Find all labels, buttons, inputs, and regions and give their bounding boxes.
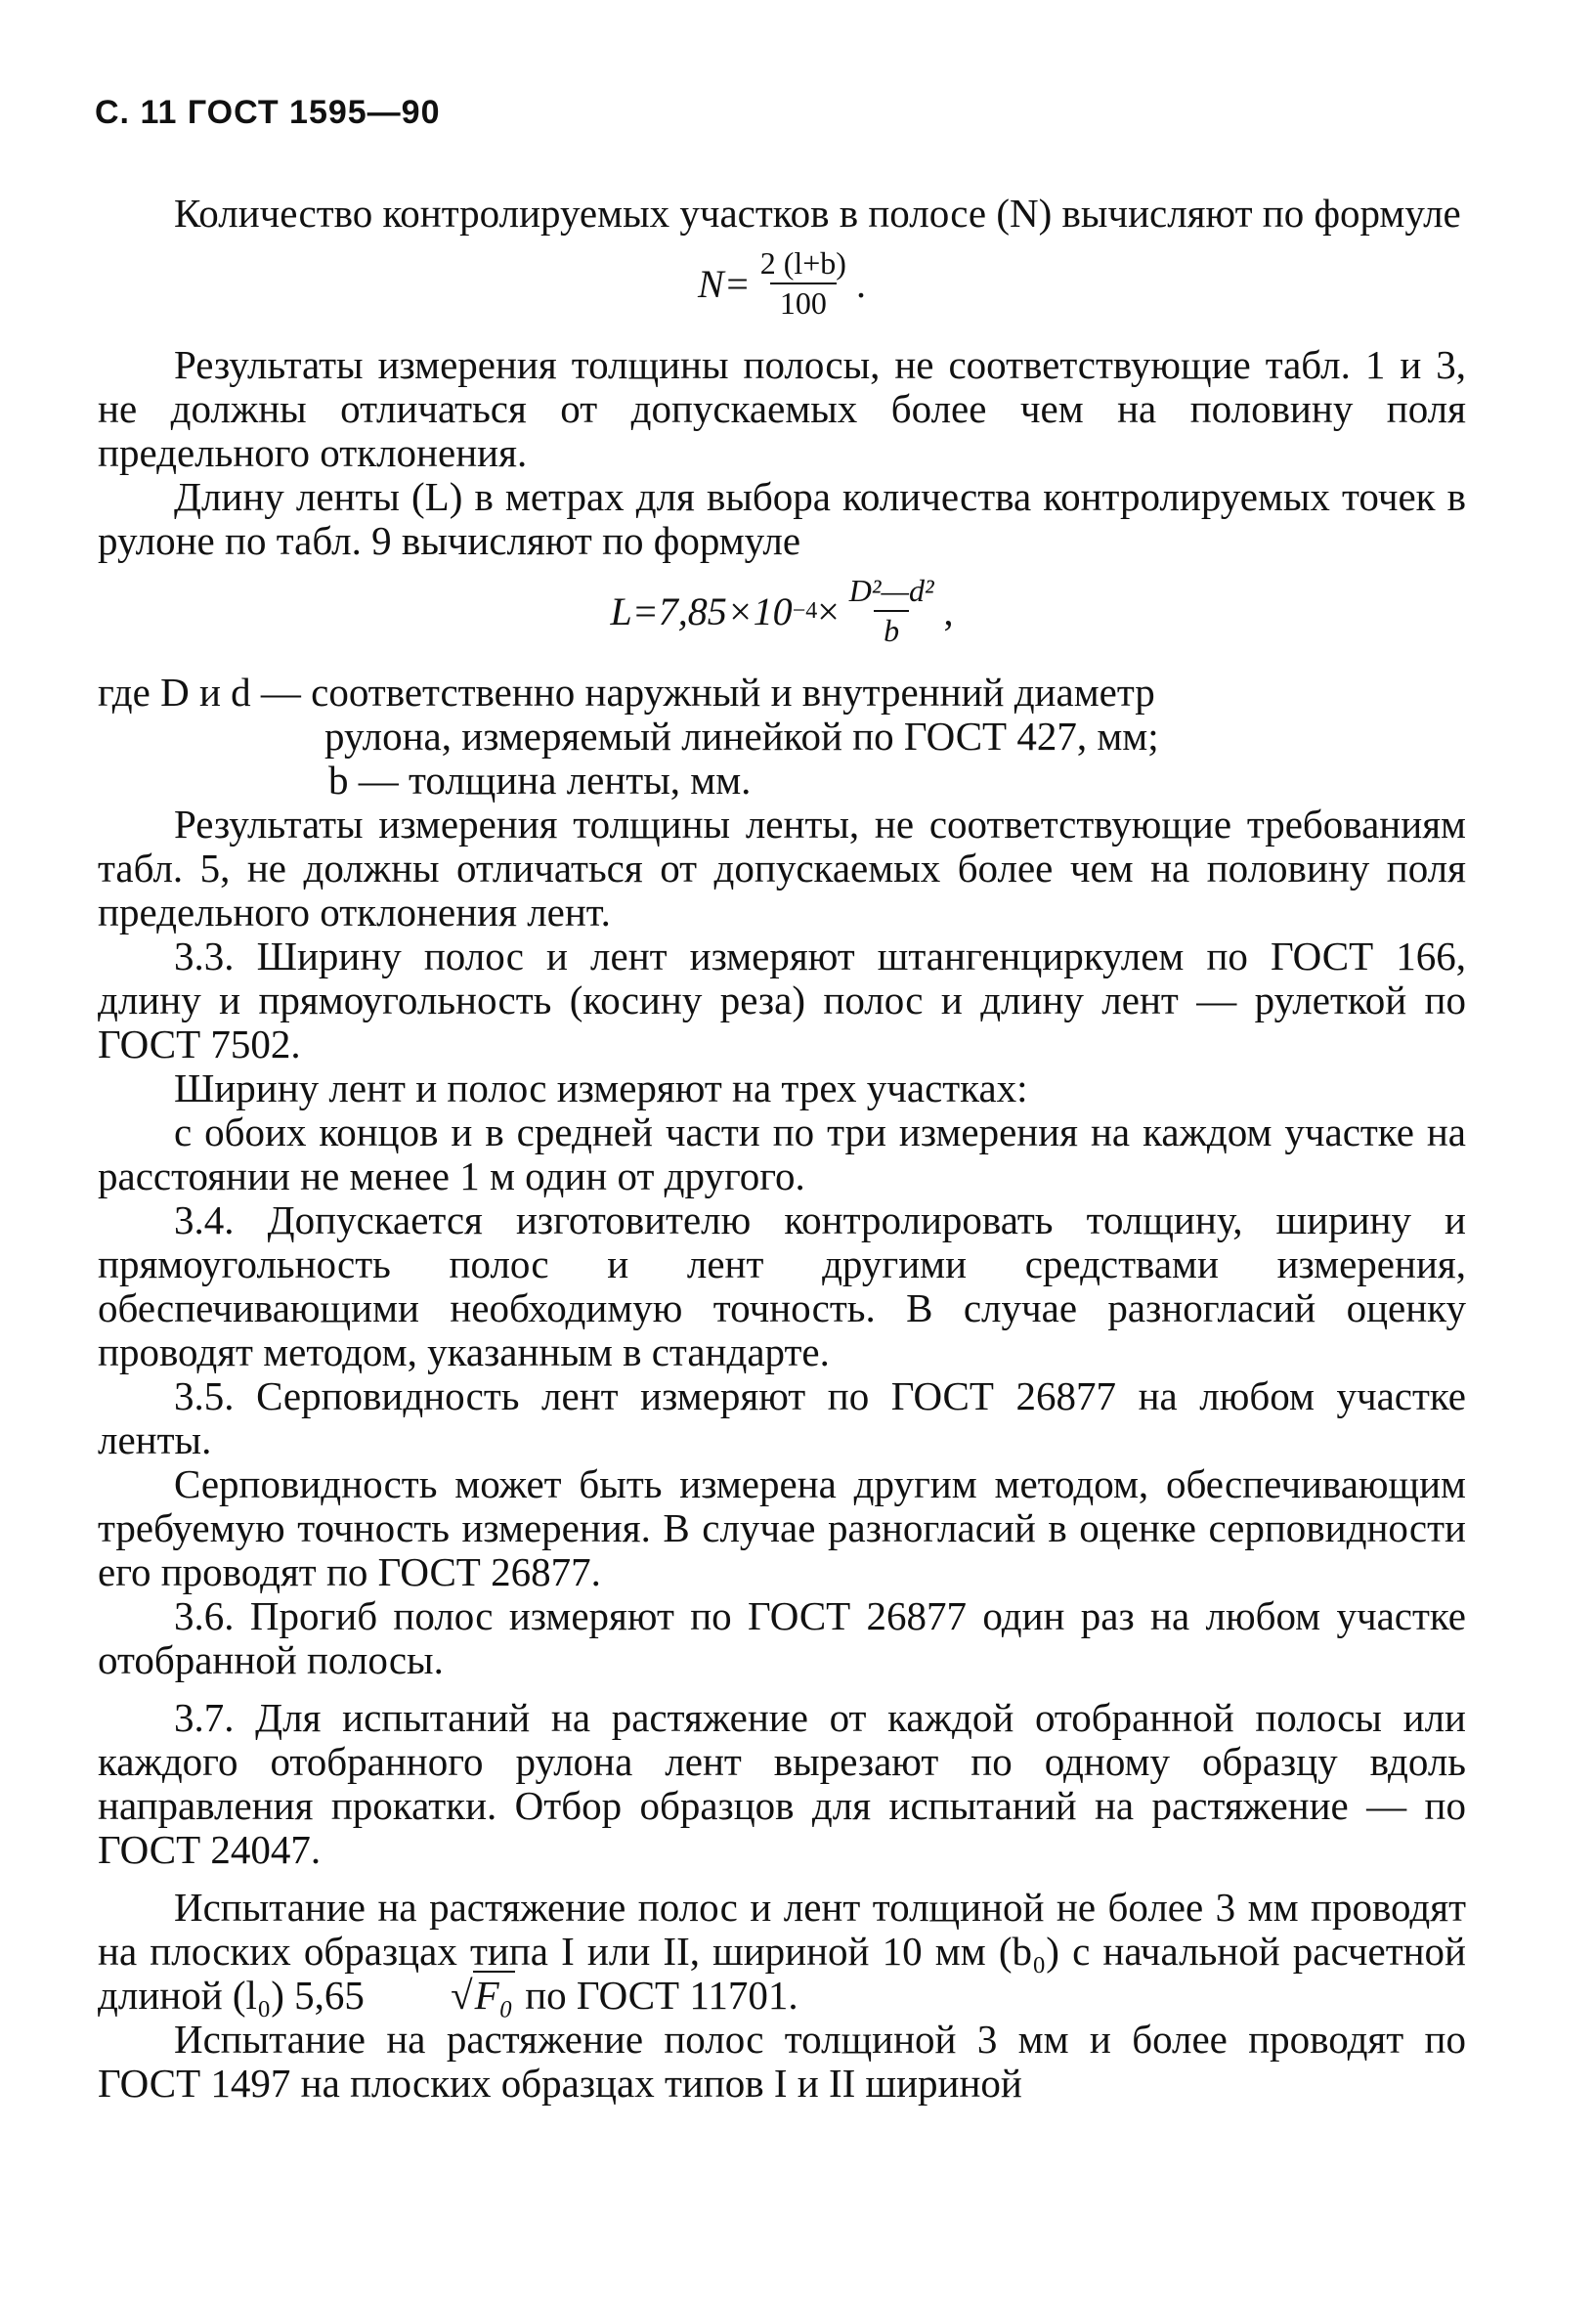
paragraph: Результаты измерения толщины ленты, не соответствующие требованиям табл. 5, не должны отличаться от допускаемых более чем на половину поля предельного отклонения лент.	[98, 802, 1466, 935]
legend-line: рулона, измеряемый линейкой по ГОСТ 427, мм;	[324, 714, 1159, 759]
formula-tail: .	[855, 261, 866, 306]
paragraph: Ширину лент и полос измеряют на трех участках:	[174, 1065, 1028, 1110]
document-body	[98, 192, 1466, 2106]
paragraph: 3.7. Для испытаний на растяжение от каждой отобранной полосы или каждого отобранного рулона лент вырезают по одному образцу вдоль направления прокатки. Отбор образцов для испытаний на растяжение — по ГОСТ 24047.	[98, 1695, 1466, 1872]
formula-exponent: −4	[792, 597, 818, 624]
paragraph-text: по ГОСТ 11701.	[525, 1973, 798, 2018]
fraction-denominator: 100	[770, 283, 837, 322]
fraction-numerator: 2 (l+b)	[759, 245, 846, 281]
formula-times: ×	[817, 588, 840, 633]
formula-l	[98, 573, 1466, 649]
paragraph-text: Испытание на растяжение полос и лент толщиной не более 3 мм проводят на плоских образцах типа I или II, шириной 10 мм (b₀) с начальной расчетной длиной (l₀) 5,65	[98, 1885, 1466, 2018]
paragraph: Длину ленты (L) в метрах для выбора количества контролируемых точек в рулоне по табл. 9 вычисляют по формуле	[98, 474, 1466, 563]
formula-n	[98, 245, 1466, 322]
legend-line: где D и d — соответственно наружный и внутренний диаметр	[98, 670, 1155, 715]
fraction-denominator: b	[874, 610, 909, 649]
paragraph: 3.6. Прогиб полос измеряют по ГОСТ 26877 один раз на любом участке отобранной полосы.	[98, 1593, 1466, 1682]
sqrt-radicand: F₀	[474, 1973, 513, 2018]
formula-lhs: L=7,85×10	[610, 588, 793, 633]
fraction-numerator: D²—d²	[848, 573, 934, 608]
fraction	[755, 245, 852, 322]
formula-tail: ,	[943, 588, 954, 633]
paragraph: Серповидность может быть измерена другим методом, обеспечивающим требуемую точность измерения. В случае разногласий в оценке серповидности его проводят по ГОСТ 26877.	[98, 1461, 1466, 1594]
paragraph: 3.3. Ширину полос и лент измеряют штангенциркулем по ГОСТ 166, длину и прямоугольность (косину реза) полос и длину лент — рулеткой по ГОСТ 7502.	[98, 934, 1466, 1066]
formula-legend	[98, 671, 1466, 803]
legend-line: b — толщина ленты, мм.	[328, 758, 752, 803]
paragraph: Количество контролируемых участков в полосе (N) вычисляют по формуле	[174, 191, 1461, 236]
paragraph: с обоих концов и в средней части по три измерения на каждом участке на расстоянии не менее 1 м один от другого.	[98, 1109, 1466, 1198]
paragraph	[98, 1886, 1466, 2018]
page-header: С. 11 ГОСТ 1595—90	[95, 94, 441, 131]
paragraph: Результаты измерения толщины полосы, не соответствующие табл. 1 и 3, не должны отличаться от допускаемых более чем на половину поля предельного отклонения.	[98, 342, 1466, 475]
paragraph: 3.5. Серповидность лент измеряют по ГОСТ 26877 на любом участке ленты.	[98, 1373, 1466, 1462]
fraction	[843, 573, 940, 649]
paragraph: Испытание на растяжение полос толщиной 3 мм и более проводят по ГОСТ 1497 на плоских образцах типов I и II шириной	[98, 2017, 1466, 2106]
formula-lhs: N=	[698, 261, 751, 306]
paragraph: 3.4. Допускается изготовителю контролировать толщину, ширину и прямоугольность полос и лент другими средствами измерения, обеспечивающими необходимую точность. В случае разногласий оценку проводят методом, указанным в стандарте.	[98, 1197, 1466, 1374]
sqrt-expression: √F₀	[451, 1973, 513, 2018]
